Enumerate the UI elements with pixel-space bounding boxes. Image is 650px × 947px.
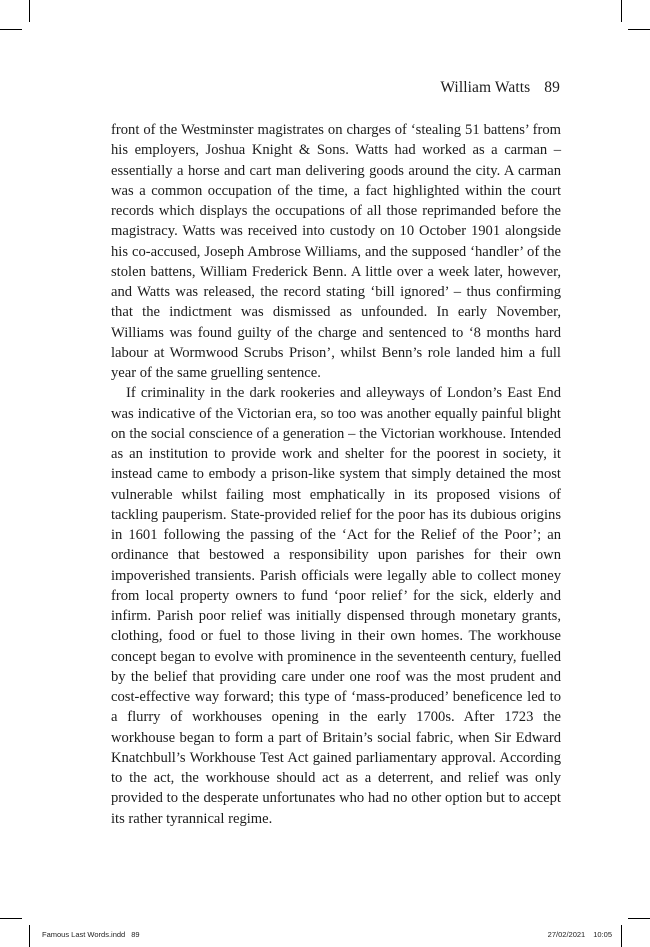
slug-time: 10:05 (593, 930, 612, 939)
crop-mark-top-left-h (0, 29, 22, 30)
page-number: 89 (544, 79, 560, 96)
crop-mark-top-right (621, 0, 622, 22)
crop-mark-bottom-right-h (628, 918, 650, 919)
slug-page: 89 (131, 930, 140, 939)
slug-date: 27/02/2021 (547, 930, 586, 939)
slug-file-name: Famous Last Words.indd (42, 930, 126, 939)
crop-mark-bottom-right (621, 925, 622, 947)
paragraph-workhouse: If criminality in the dark rookeries and alleyways of London’s East End was indicative of the Victorian era, so too was another equally painful blight on the social conscience of a generation – the Victorian workhouse. Intended as an institution to provide work and shelter for the poorest in society, it instead came to embody a prison-like system that simply detained the most vulnerable whilst failing most emphatically in its proposed visions of tackling pauperism. State-provided relief for the poor has its dubious origins in 1601 following the passing of the ‘Act for the Relief of the Poor’; an ordinance that bestowed a responsibility upon parishes for their own impoverished transients. Parish officials were legally able to collect money from local property owners to fund ‘poor relief’ for the sick, elderly and infirm. Parish poor relief was initially dispensed through monetary grants, clothing, food or fuel to those living in their own homes. The workhouse concept began to evolve with prominence in the seventeenth century, fuelled by the belief that providing care under one roof was the most prudent and cost-effective way forward; this type of ‘mass-produced’ beneficence led to a flurry of workhouses opening in the early 1700s. After 1723 the workhouse began to form a part of Britain’s social fabric, when Sir Edward Knatchbull’s Workhouse Test Act gained parliamentary approval. According to the act, the workhouse should act as a deterrent, and relief was only provided to the desperate unfortunates who had no other option but to accept its rather tyrannical regime. (111, 385, 561, 827)
paragraph-continuation: front of the Westminster magistrates on charges of ‘stealing 51 battens’ from his employers, Joshua Knight & Sons. Watts had worked as a carman – essentially a horse and cart man delivering goods around the city. A carman was a common occupation of the time, a fact highlighted within the court records which displays the occupations of all those reprimanded before the magistracy. Watts was received into custody on 10 October 1901 alongside his co-accused, Joseph Ambrose Williams, and the supposed ‘handler’ of the stolen battens, William Frederick Benn. A little over a week later, however, and Watts was released, the record stating ‘bill ignored’ – thus confirming that the indictment was dismissed as unfounded. In early November, Williams was found guilty of the charge and sentenced to ‘8 months hard labour at Wormwood Scrubs Prison’, whilst Benn’s role landed him a full year of the same gruelling sentence. (111, 122, 561, 381)
body-text (111, 120, 561, 829)
crop-mark-top-left (29, 0, 30, 22)
crop-mark-bottom-left-h (0, 918, 22, 919)
running-title: William Watts (440, 79, 531, 96)
slug-left (42, 930, 140, 939)
running-header (440, 79, 560, 97)
crop-mark-top-right-h (628, 29, 650, 30)
slug-right (548, 930, 612, 939)
crop-mark-bottom-left (29, 925, 30, 947)
